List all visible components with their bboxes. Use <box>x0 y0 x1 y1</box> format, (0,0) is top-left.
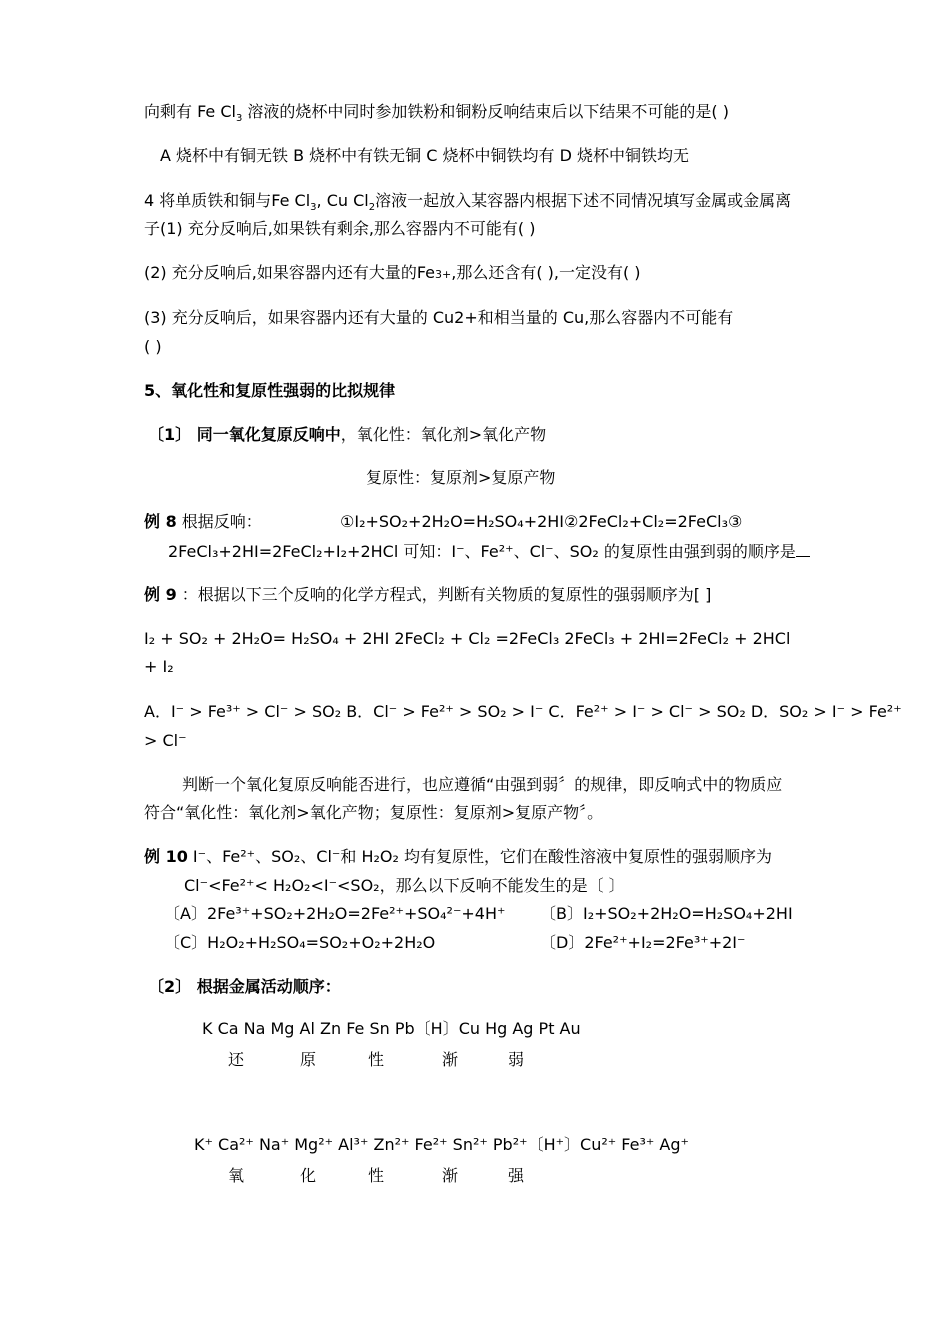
example-10-option-d: 〔D〕2Fe²⁺+I₂=2Fe³⁺+2I⁻ <box>540 933 746 952</box>
example-10-option-c: 〔C〕H₂O₂+H₂SO₄=SO₂+O₂+2H₂O <box>164 933 436 952</box>
example-8: 例 8 根据反响： <box>144 512 262 531</box>
example-9-equations: I₂ + SO₂ + 2H₂O= H₂SO₄ + 2HI 2FeCl₂ + Cl₂ =2FeCl₃ 2FeCl₃ + 2HI=2FeCl₂ + 2HCl <box>144 629 791 648</box>
example-10: 例 10 I⁻、Fe²⁺、SO₂、Cl⁻和 H₂O₂ 均有复原性，它们在酸性溶液中复原性的强弱顺序为 <box>144 847 772 866</box>
ion-trend-label-4: 渐 <box>442 1166 459 1185</box>
question-3-stem: 向剩有 Fe $Cl_3$ 溶液的烧杯中同时参加铁粉和铜粉反响结束后以下结果不可能的是( ) <box>144 102 730 124</box>
subsection-2-heading: 〔2〕 根据金属活动顺序： <box>148 977 341 996</box>
metal-trend-label-1: 还 <box>228 1050 245 1069</box>
ion-trend-label-1: 氧 <box>228 1166 245 1185</box>
question-4-part-2: (2) 充分反响后,如果容器内还有大量的Fe3+,那么还含有( ),一定没有( ) <box>144 263 641 282</box>
question-3-options: A 烧杯中有铜无铁 B 烧杯中有铁无铜 C 烧杯中铜铁均有 D 烧杯中铜铁均无 <box>160 146 690 165</box>
question-4-stem: 4 将单质铁和铜与Fe $Cl_3$, Cu $Cl_2$溶液一起放入某容器内根据下述不同情况填写金属或金属离 <box>144 191 792 213</box>
example-10-option-a: 〔A〕2Fe³⁺+SO₂+2H₂O=2Fe²⁺+SO₄²⁻+4H⁺ <box>164 904 506 923</box>
answer-blank[interactable] <box>796 540 810 557</box>
metal-trend-label-2: 原 <box>300 1050 317 1069</box>
example-10-order: Cl⁻<Fe²⁺< H₂O₂<I⁻<SO₂，那么以下反响不能发生的是〔 〕 <box>184 876 625 895</box>
ion-trend-label-5: 强 <box>508 1166 525 1185</box>
example-8-equations: ①I₂+SO₂+2H₂O=H₂SO₄+2HI②2FeCl₂+Cl₂=2FeCl₃③ <box>340 512 743 531</box>
question-4-part-1: 子(1) 充分反响后,如果铁有剩余,那么容器内不可能有( ) <box>144 219 536 238</box>
example-8-question: 2FeCl₃+2HI=2FeCl₂+I₂+2HCl 可知：I⁻、Fe²⁺、Cl⁻、SO₂ 的复原性由强到弱的顺序是 <box>168 540 810 563</box>
metal-activity-series: K Ca Na Mg Al Zn Fe Sn Pb〔H〕Cu Hg Ag Pt Au <box>202 1019 581 1038</box>
question-4-part-3: (3) 充分反响后，如果容器内还有大量的 Cu2+和相当量的 Cu,那么容器内不可能有 <box>144 308 734 327</box>
example-9: 例 9 ：根据以下三个反响的化学方程式，判断有关物质的复原性的强弱顺序为[ ] <box>144 585 712 604</box>
ion-trend-label-3: 性 <box>368 1166 385 1185</box>
question-4-part-3-blank: ( ) <box>144 337 162 356</box>
example-9-options-cont: > Cl⁻ <box>144 731 187 750</box>
note-line-1: 判断一个氧化复原反响能否进行，也应遵循“由强到弱〞的规律，即反响式中的物质应 <box>182 775 783 794</box>
subsection-1: 〔1〕 同一氧化复原反响中，氧化性：氧化剂>氧化产物 <box>148 425 547 444</box>
example-9-options: A．I⁻ > Fe³⁺ > Cl⁻ > SO₂ B．Cl⁻ > Fe²⁺ > SO₂ > I⁻ C．Fe²⁺ > I⁻ > Cl⁻ > SO₂ D．SO₂ > I⁻ > Fe²⁺ <box>144 702 902 721</box>
example-9-equations-cont: + I₂ <box>144 657 174 676</box>
note-line-2: 符合“氧化性：氧化剂>氧化产物；复原性：复原剂>复原产物〞。 <box>144 803 604 822</box>
metal-trend-label-4: 渐 <box>442 1050 459 1069</box>
section-5-heading: 5、氧化性和复原性强弱的比拟规律 <box>144 381 396 400</box>
metal-trend-label-3: 性 <box>368 1050 385 1069</box>
ion-oxidizing-series: K⁺ Ca²⁺ Na⁺ Mg²⁺ Al³⁺ Zn²⁺ Fe²⁺ Sn²⁺ Pb²⁺〔H⁺〕Cu²⁺ Fe³⁺ Ag⁺ <box>194 1135 689 1154</box>
example-10-option-b: 〔B〕I₂+SO₂+2H₂O=H₂SO₄+2HI <box>540 904 793 923</box>
ion-trend-label-2: 化 <box>300 1166 317 1185</box>
subsection-1-line-2: 复原性：复原剂>复原产物 <box>366 468 556 487</box>
metal-trend-label-5: 弱 <box>508 1050 525 1069</box>
